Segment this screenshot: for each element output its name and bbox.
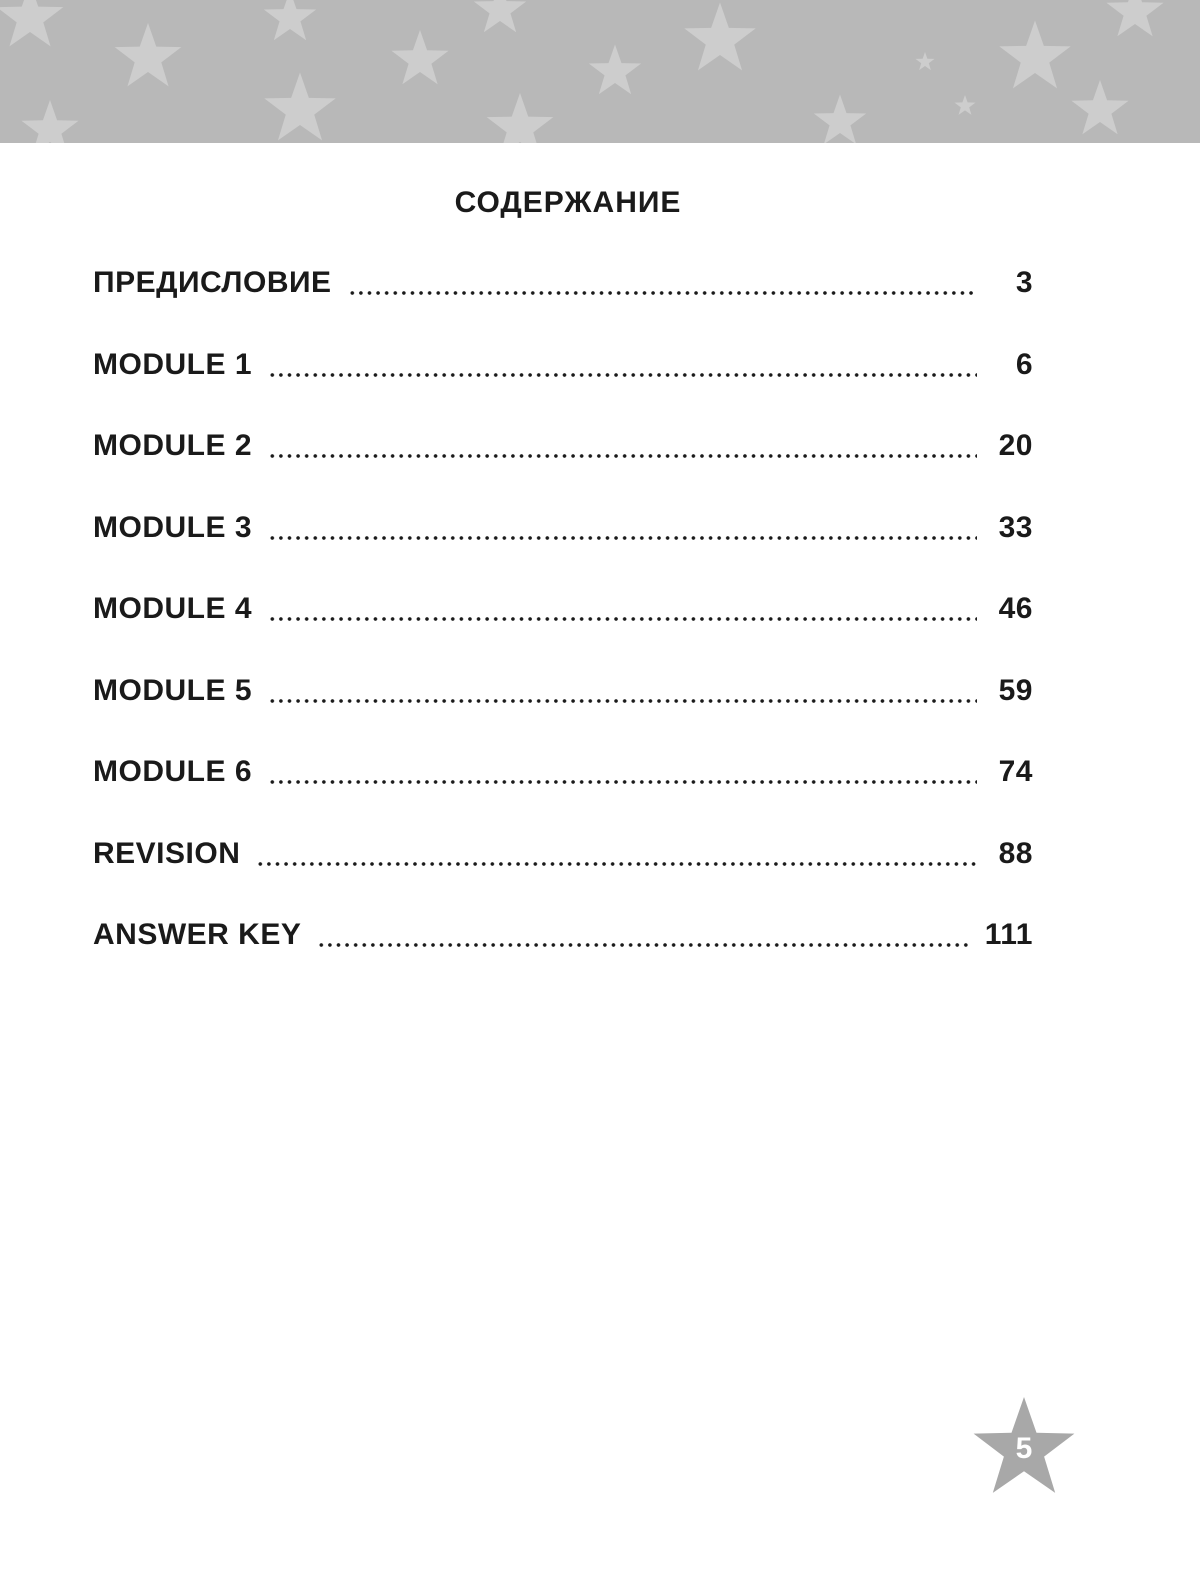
toc-entry-page: 20 — [998, 429, 1033, 462]
toc-entry — [93, 425, 1033, 507]
toc-entry — [93, 670, 1033, 752]
toc-entry — [93, 833, 1033, 915]
toc-entry-page: 74 — [998, 755, 1033, 788]
header-star-icon — [999, 21, 1070, 89]
toc-entry-label: ANSWER KEY — [93, 918, 302, 951]
page-title: СОДЕРЖАНИЕ — [454, 186, 682, 219]
table-of-contents — [93, 262, 1033, 996]
header-star-icon — [1071, 80, 1128, 134]
toc-entry-label: MODULE 5 — [93, 673, 253, 707]
header-star-icon — [684, 3, 755, 71]
toc-entry — [93, 507, 1033, 589]
dot-leader — [268, 429, 977, 459]
decorative-header-band — [0, 0, 1200, 143]
header-star-icon — [814, 95, 866, 144]
dot-leader — [268, 674, 977, 704]
header-star-icon — [589, 45, 641, 95]
toc-entry — [93, 588, 1033, 670]
header-star-icon — [487, 93, 554, 143]
header-star-icon — [0, 0, 63, 46]
header-star-icon — [21, 100, 78, 143]
toc-entry-page: 33 — [998, 510, 1033, 544]
dot-leader — [348, 266, 977, 296]
toc-entry-page: 3 — [1015, 266, 1033, 299]
dot-leader — [268, 511, 977, 541]
toc-entry-label: ПРЕДИСЛОВИЕ — [93, 266, 332, 299]
dot-leader — [268, 348, 977, 378]
dot-leader — [268, 755, 977, 785]
toc-entry-page: 6 — [1015, 347, 1033, 381]
toc-entry-page: 46 — [998, 592, 1033, 625]
dot-leader — [256, 837, 977, 867]
page-number: 5 — [1015, 1432, 1033, 1465]
toc-entry-label: MODULE 2 — [93, 429, 253, 462]
toc-entry-label: MODULE 4 — [93, 592, 253, 625]
toc-entry — [93, 914, 1033, 996]
toc-entry-page: 59 — [998, 673, 1033, 707]
header-star-icon — [264, 0, 316, 40]
toc-entry — [93, 262, 1033, 344]
header-star-icon — [1106, 0, 1163, 36]
toc-entry-label: MODULE 3 — [93, 510, 253, 544]
toc-entry-label: REVISION — [93, 836, 241, 870]
dot-leader — [268, 592, 977, 622]
toc-entry-page: 111 — [984, 918, 1033, 951]
toc-entry-page: 88 — [998, 836, 1033, 870]
header-star-icon — [474, 0, 526, 32]
header-star-icon — [391, 30, 448, 84]
header-star-icon — [115, 23, 182, 86]
star-pattern — [0, 0, 1200, 143]
header-star-icon — [955, 95, 976, 115]
dot-leader — [317, 918, 968, 948]
toc-entry-label: MODULE 6 — [93, 755, 253, 788]
toc-entry-label: MODULE 1 — [93, 347, 253, 381]
toc-entry — [93, 344, 1033, 426]
toc-entry — [93, 751, 1033, 833]
header-star-icon — [915, 52, 934, 70]
header-star-icon — [264, 73, 335, 141]
